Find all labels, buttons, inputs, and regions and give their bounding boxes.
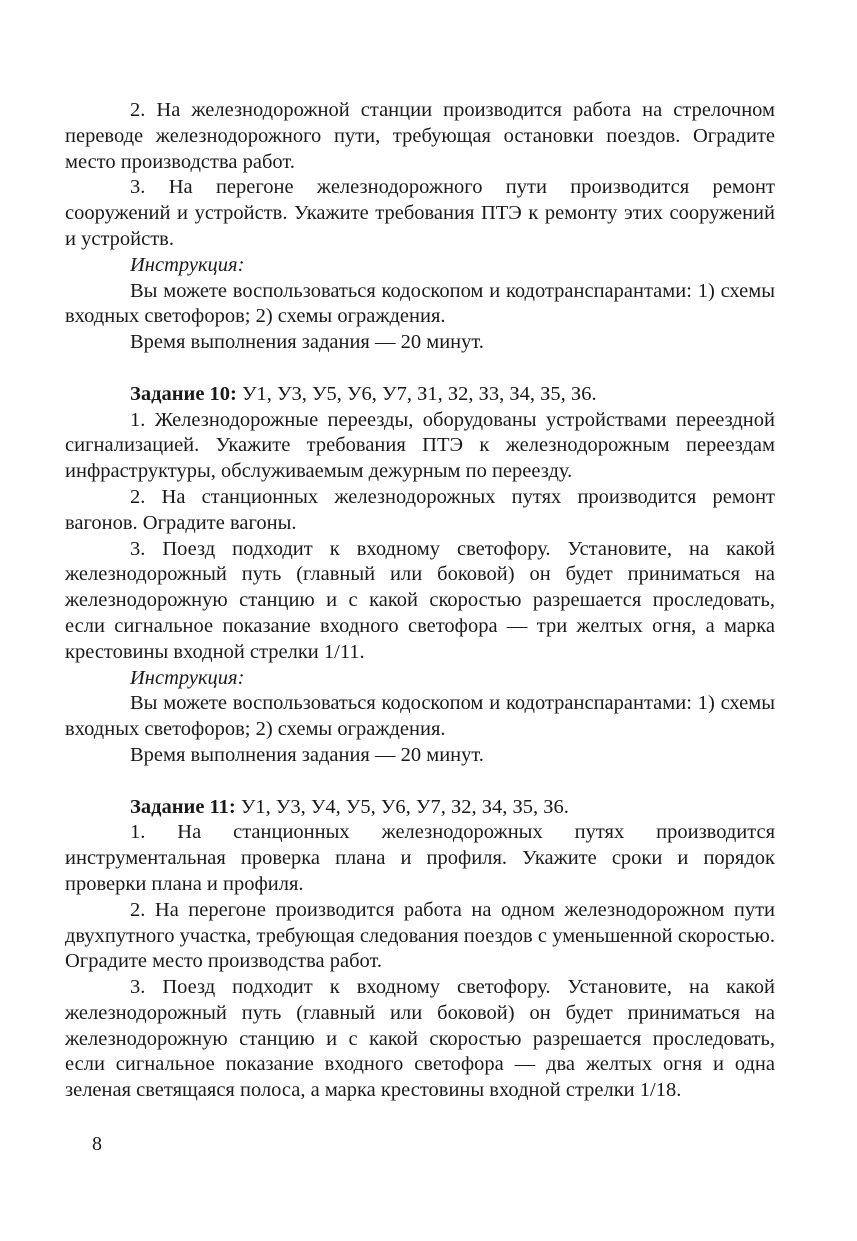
page-number: 8 xyxy=(92,1133,102,1155)
paragraph: 1. На станционных железнодорожных путях производится инструментальная проверка плана и профиля. Укажите сроки и порядок проверки плана и профиля. xyxy=(65,821,775,895)
spacer xyxy=(65,356,775,382)
paragraph: 3. Поезд подходит к входному светофору. Установите, на какой железнодорожный путь (главный или боковой) он будет приниматься на железнодорожную станцию и с какой скоростью разрешается проследовать, если сигнальное показание входного светофора — два желтых огня и одна зеленая светящаяся полоса, а марка крестовины входной стрелки 1/18. xyxy=(65,976,775,1102)
task-10-title: Задание 10: xyxy=(130,382,237,405)
instruction-text: Вы можете воспользоваться кодоскопом и кодотранспарантами: 1) схемы входных светофоров; 2) схемы ограждения. xyxy=(65,279,775,328)
task-11-title: Задание 11: xyxy=(130,795,236,818)
paragraph: 3. На перегоне железнодорожного пути производится ремонт сооружений и устройств. Укажите требования ПТЭ к ремонту этих сооружений и устройств. xyxy=(65,176,775,250)
paragraph: 2. На станционных железнодорожных путях производится ремонт вагонов. Оградите вагоны. xyxy=(65,485,775,534)
task-11-heading xyxy=(65,795,775,821)
paragraph: 3. Поезд подходит к входному светофору. Установите, на какой железнодорожный путь (главный или боковой) он будет приниматься на железнодорожную станцию и с какой скоростью разрешается проследовать, если сигнальное показание входного светофора — три желтых огня, а марка крестовины входной стрелки 1/11. xyxy=(65,537,775,663)
time-note: Время выполнения задания — 20 минут. xyxy=(130,743,484,766)
task-10-codes: У1, У3, У5, У6, У7, З1, З2, З3, З4, З5, З6. xyxy=(236,382,597,405)
instruction-label: Инструкция: xyxy=(130,666,245,689)
spacer xyxy=(65,769,775,795)
paragraph: 1. Железнодорожные переезды, оборудованы устройствами переездной сигнализацией. Укажите требования ПТЭ к железнодорожным переездам инфраструктуры, обслуживаемым дежурным по переезду. xyxy=(65,408,775,483)
paragraph: 2. На перегоне производится работа на одном железнодорожном пути двухпутного участка, требующая следования поездов с уменьшенной скоростью. Оградите место производства работ. xyxy=(65,898,775,973)
instruction-text: Вы можете воспользоваться кодоскопом и кодотранспарантами: 1) схемы входных светофоров; 2) схемы ограждения. xyxy=(65,692,775,741)
task-11-codes: У1, У3, У4, У5, У6, У7, З2, З4, З5, З6. xyxy=(235,795,569,818)
page-body xyxy=(65,98,775,1104)
task-10-heading xyxy=(65,382,775,408)
instruction-label: Инструкция: xyxy=(130,253,245,276)
paragraph: 2. На железнодорожной станции производится работа на стрелочном переводе железнодорожного пути, требующая остановки поездов. Оградите место производства работ. xyxy=(65,99,775,173)
time-note: Время выполнения задания — 20 минут. xyxy=(130,331,484,354)
